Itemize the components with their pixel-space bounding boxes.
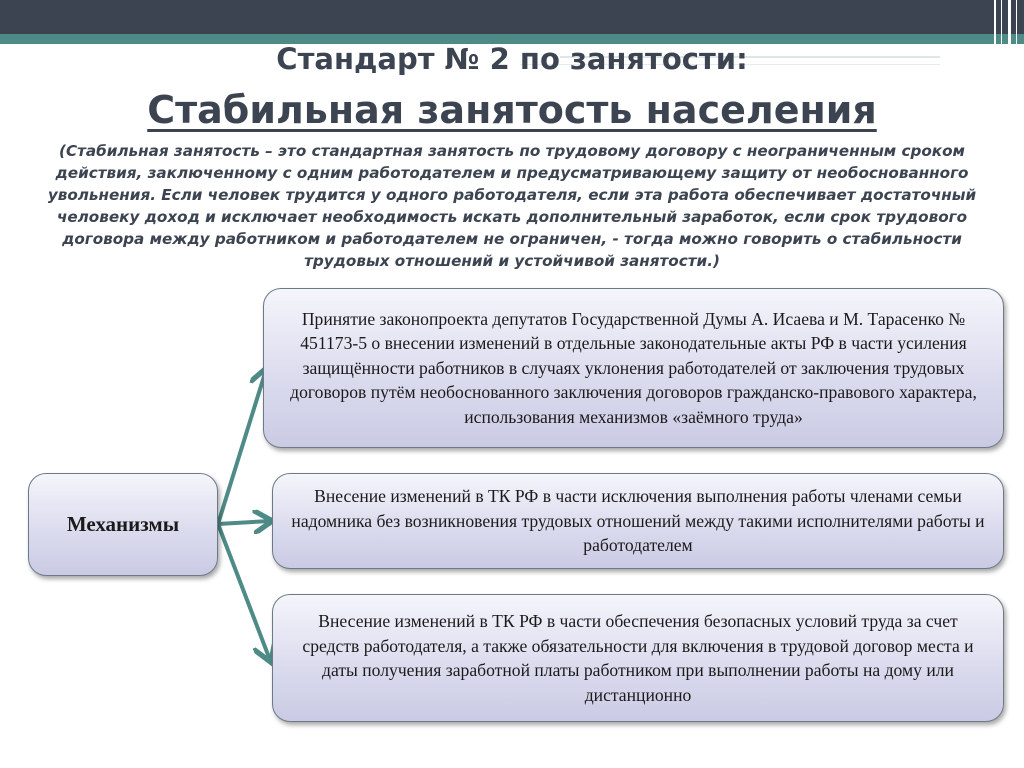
mechanisms-label: Механизмы: [66, 512, 180, 536]
arrow-to-item-2: [218, 521, 270, 524]
mechanism-item-2: [272, 473, 1004, 569]
page-subtitle: Стабильная занятость населения: [147, 88, 877, 132]
mechanism-item-1: [263, 288, 1004, 448]
mechanism-item-3: [272, 594, 1004, 722]
mechanism-item-text: Внесение изменений в ТК РФ в части исключения выполнения работы членами семьи надомника без возникновения трудовых отношений между такими исполнителями работы и работодателем: [291, 486, 985, 556]
arrow-to-item-1: [218, 370, 266, 524]
mechanism-item-text: Принятие законопроекта депутатов Государственной Думы А. Исаева и М. Тарасенко № 451173-5 о внесении изменений в отдельные законодательные акты РФ в части усиления защищённости работников в случаях уклонения работодателей от заключения трудовых договоров путём необоснованного заключения договоров гражданско-правового характера, использования механизмов «заёмного труда»: [290, 308, 977, 427]
mechanism-item-text: Внесение изменений в ТК РФ в части обеспечения безопасных условий труда за счет средств работодателя, а также обязательности для включения в трудовой договор места и даты получения заработной платы работником при выполнении работы на дому или дистанционно: [302, 611, 974, 705]
arrow-to-item-3: [218, 524, 270, 660]
definition-text: (Стабильная занятость – это стандартная занятость по трудовому договору с неограниченным сроком действия, заключенному с одним работодателем и предусматривающему защиту от необоснованного увольнения. Если человек трудится у одного работодателя, если эта работа обеспечивает достаточный человеку доход и исключает необходимость искать дополнительный заработок, если срок трудового договора между работником и работодателем не ограничен, - тогда можно говорить о стабильности трудовых отношений и устойчивой занятости.): [47, 142, 977, 270]
page-title: Стандарт № 2 по занятости:: [276, 42, 748, 76]
mechanisms-box: [28, 473, 218, 576]
